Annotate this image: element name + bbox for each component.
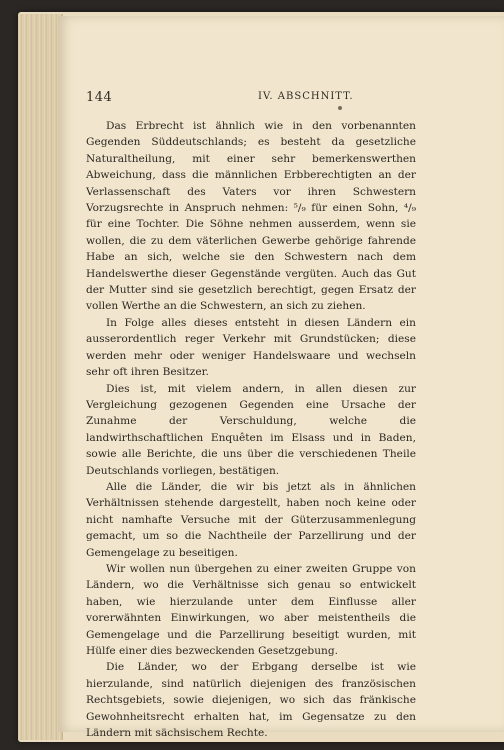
running-head: IV. ABSCHNITT. [258,91,354,102]
body-text [86,118,416,741]
paragraph: Alle die Länder, die wir bis jetzt als in ähnlichen Verhältnissen stehende dargestellt, haben noch keine oder nicht namhafte Versuche mit der Güterzusammenlegung gemacht, um so die Nachtheile der Parzellirung und der Gemengelage zu beseitigen. [86,480,416,559]
paragraph: Das Erbrecht ist ähnlich wie in den vorbenannten Gegenden Süddeutschlands; es besteht da gesetzliche Naturaltheilung, mit einer sehr bemerkenswerthen Abweichung, dass die männlichen Erbberechtigten an der Verlassenschaft des Vaters vor ihren Schwestern Vorzugsrechte in Anspruch nehmen: ⁵/₉ für einen Sohn, ⁴/₉ für eine Tochter. Die Söhne nehmen ausserdem, wenn sie wollen, die zu dem väterlichen Gewerbe gehörige fahrende Habe an sich, welche sie den Schwestern nach dem Handelswerthe dieser Gegenstände vergüten. Auch das Gut der Mutter sind sie gesetzlich berechtigt, gegen Ersatz der vollen Werthe an die Schwestern, an sich zu ziehen. [86,120,416,313]
page-number: 144 [86,90,113,105]
paragraph: Wir wollen nun übergehen zu einer zweiten Gruppe von Ländern, wo die Verhältnisse sich genau so entwickelt haben, wie hierzulande unter dem Einflusse aller vorerwähnten Einwirkungen, wo aber meistentheils die Gemengelage und die Parzellirung beseitigt wurden, mit Hülfe einer dies bezweckenden Gesetzgebung. [86,562,416,657]
ink-dot [338,106,342,110]
page-edges [18,14,63,740]
paragraph: Dies ist, mit vielem andern, in allen diesen zur Vergleichung gezogenen Gegenden eine Ursache der Zunahme der Verschuldung, welche die landwirthschaftlichen Enquêten im Elsass und in Baden, sowie alle Berichte, die uns über die verschiedenen Theile Deutschlands vorliegen, bestätigen. [86,382,416,477]
paragraph: Die Länder, wo der Erbgang derselbe ist wie hierzulande, sind natürlich diejenigen des französischen Rechtsgebiets, sowie diejenigen, wo sich das fränkische Gewohnheitsrecht erhalten hat, im Gegensatze zu den Ländern mit sächsischem Rechte. [86,661,416,740]
page-header [86,90,426,106]
paragraph: In Folge alles dieses entsteht in diesen Ländern ein ausserordentlich reger Verkehr mit Grundstücken; diese werden mehr oder weniger Handelswaare und wechseln sehr oft ihren Besitzer. [86,316,416,379]
